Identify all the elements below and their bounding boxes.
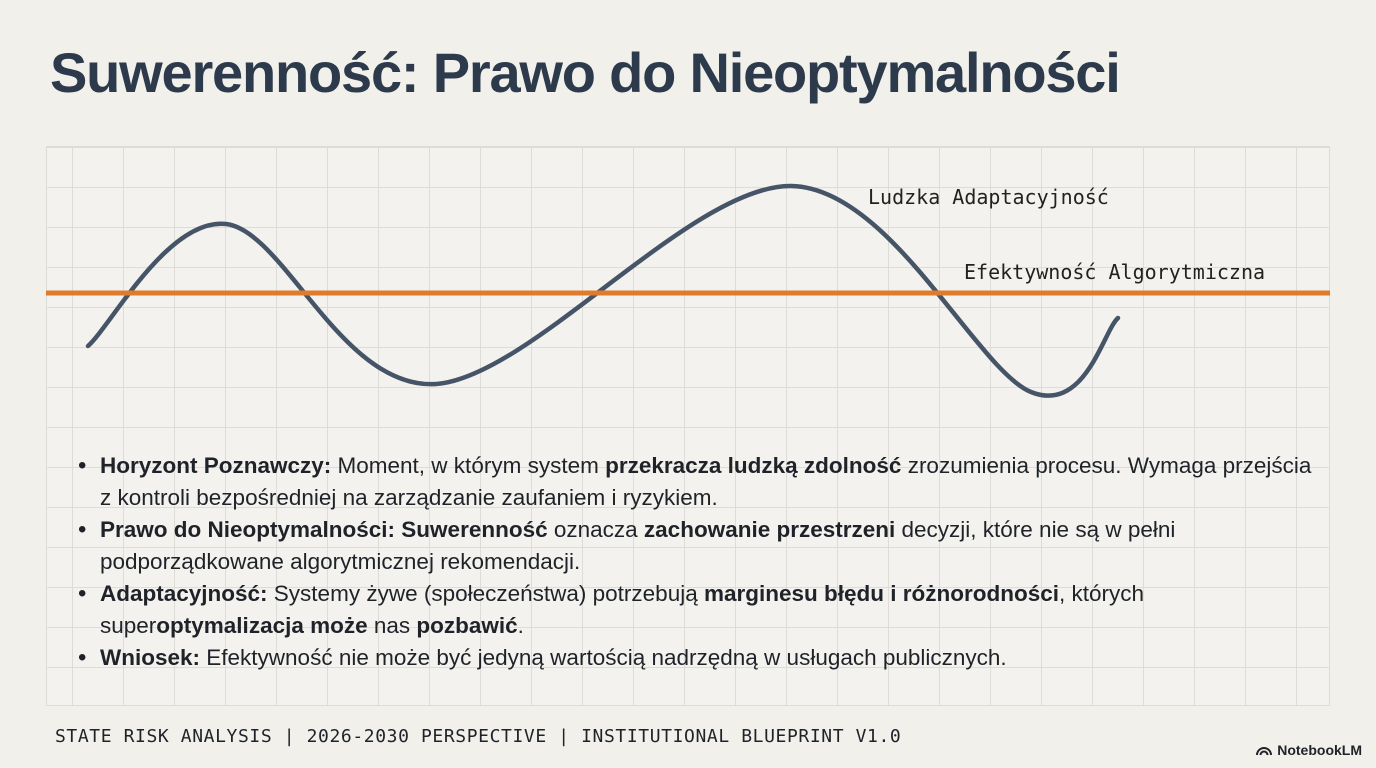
bullet-text: nas bbox=[367, 613, 417, 638]
bullet-emphasis: pozbawić bbox=[416, 613, 518, 638]
bullet-emphasis: zachowanie przestrzeni bbox=[643, 517, 896, 542]
notebooklm-logo-icon bbox=[1256, 744, 1272, 756]
bullet-emphasis: Horyzont Poznawczy: bbox=[100, 453, 332, 478]
bullet-list bbox=[72, 450, 1312, 674]
bullet-text: Moment, w którym system bbox=[331, 453, 606, 478]
bullet-text: zrozumienia procesu. Wymaga przejścia z kontroli bezpośredniej na zarządzanie zaufaniem i ryzykiem. bbox=[100, 453, 1312, 510]
brand-label: NotebookLM bbox=[1277, 742, 1362, 758]
bullet-item bbox=[72, 450, 1312, 514]
bullet-text: , których super bbox=[100, 581, 1145, 638]
bullet-emphasis: optymalizacja może bbox=[156, 613, 368, 638]
bullet-emphasis: marginesu błędu i różnorodności bbox=[703, 581, 1060, 606]
bullet-text: Efektywność nie może być jedyną wartością nadrzędną w usługach publicznych. bbox=[200, 645, 1007, 670]
footer-text: STATE RISK ANALYSIS | 2026-2030 PERSPECTIVE | INSTITUTIONAL BLUEPRINT V1.0 bbox=[55, 726, 902, 747]
bullet-emphasis: przekracza ludzką zdolność bbox=[605, 453, 902, 478]
bullet-item bbox=[72, 578, 1312, 642]
series-label-ludzka-adaptacyjnosc: Ludzka Adaptacyjność bbox=[868, 185, 1109, 209]
notebooklm-brand bbox=[1256, 742, 1362, 758]
bullet-text: decyzji, które nie są w pełni podporządkowane algorytmicznej rekomendacji. bbox=[100, 517, 1176, 574]
series-label-efektywnosc-algorytmiczna: Efektywność Algorytmiczna bbox=[964, 260, 1266, 284]
bullet-text: oznacza bbox=[547, 517, 644, 542]
bullet-emphasis: Wniosek: bbox=[100, 645, 201, 670]
page-title: Suwerenność: Prawo do Nieoptymalności bbox=[50, 41, 1120, 104]
bullet-item bbox=[72, 514, 1312, 578]
bullet-item bbox=[72, 642, 1312, 674]
bullet-emphasis: Adaptacyjność: bbox=[100, 581, 268, 606]
bullet-text: . bbox=[517, 613, 524, 638]
bullet-emphasis: Prawo do Nieoptymalności: Suwerenność bbox=[100, 517, 548, 542]
bullet-text: Systemy żywe (społeczeństwa) potrzebują bbox=[267, 581, 704, 606]
chart bbox=[46, 146, 1330, 426]
